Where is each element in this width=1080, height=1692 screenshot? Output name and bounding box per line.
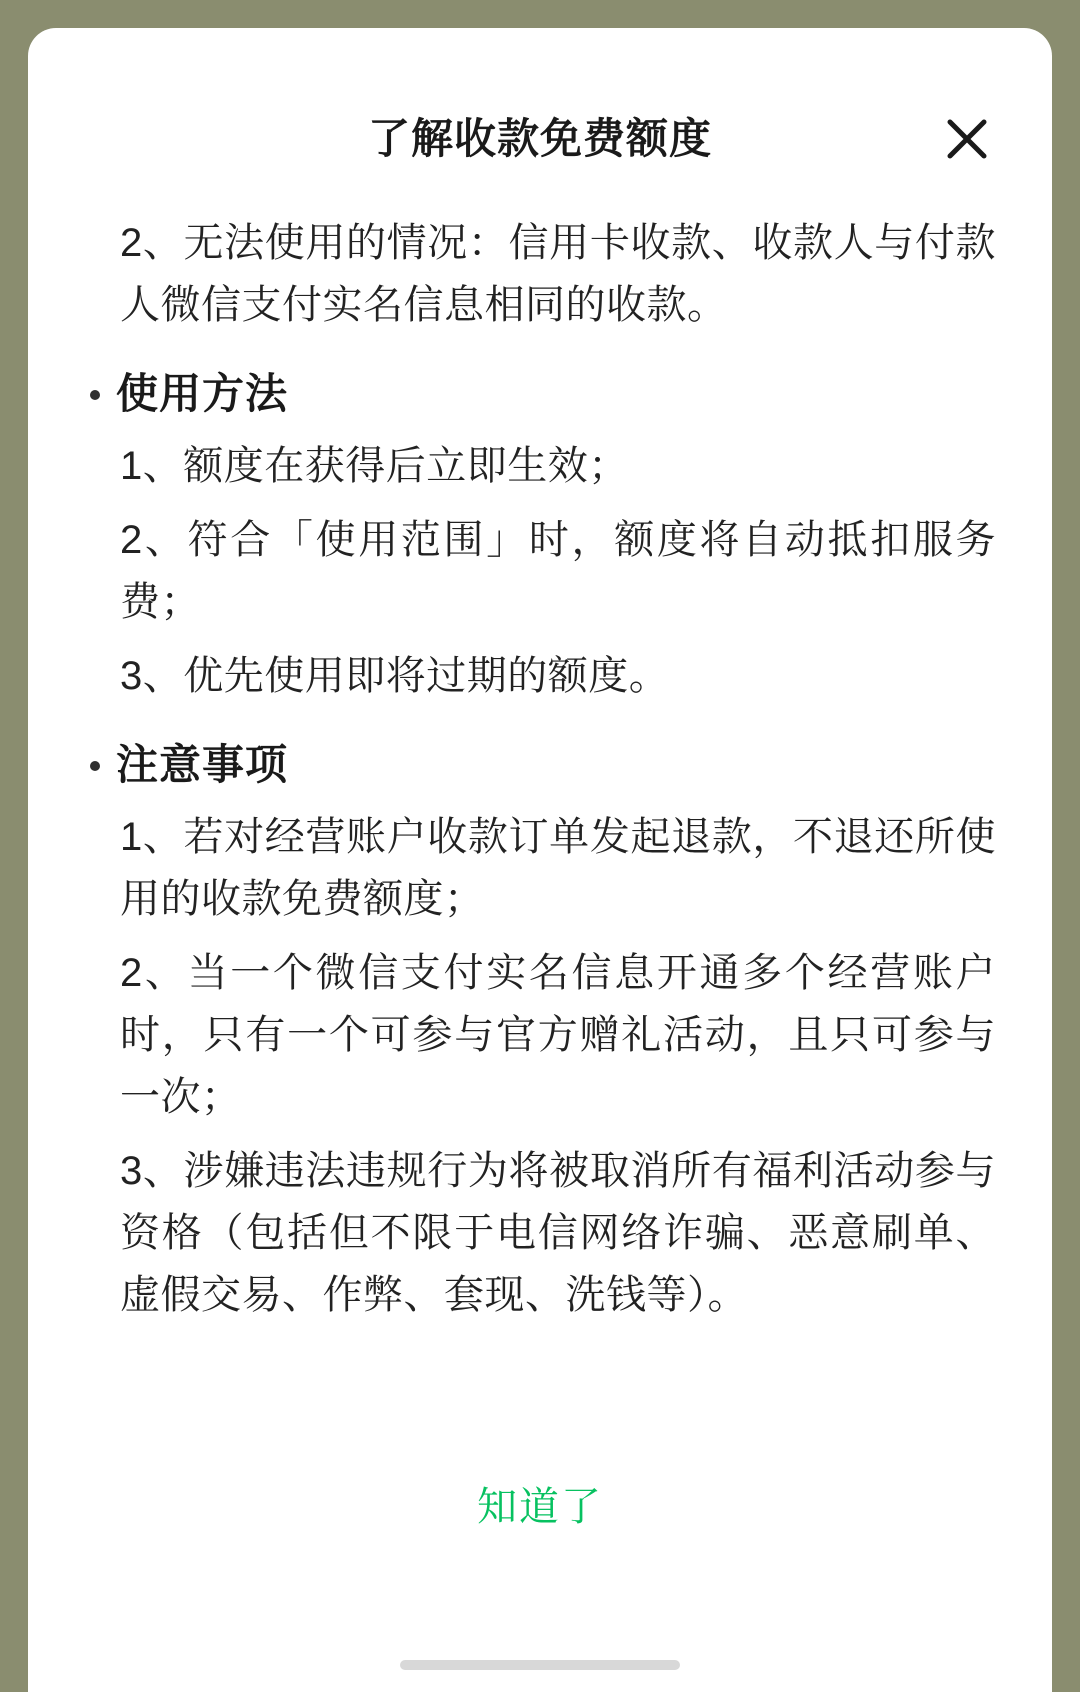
bullet-icon <box>90 761 100 771</box>
info-sheet <box>28 28 1052 1692</box>
list-item: 3、涉嫌违法违规行为将被取消所有福利活动参与资格（包括但不限于电信网络诈骗、恶意刷单、虚假交易、作弊、套现、洗钱等）。 <box>120 1149 996 1317</box>
section-header <box>84 362 996 425</box>
intro-item: 2、无法使用的情况：信用卡收款、收款人与付款人微信支付实名信息相同的收款。 <box>120 221 996 327</box>
list-item: 2、当一个微信支付实名信息开通多个经营账户时，只有一个可参与官方赠礼活动，且只可参与一次； <box>120 951 996 1119</box>
backdrop-overlay[interactable] <box>0 0 1080 30</box>
bullet-icon <box>90 390 100 400</box>
section-header <box>84 733 996 796</box>
section-title: 注意事项 <box>116 741 289 788</box>
sheet-header <box>28 28 1052 176</box>
close-icon[interactable] <box>944 116 990 162</box>
section-notices <box>84 733 996 1326</box>
confirm-button[interactable]: 知道了 <box>447 1465 633 1542</box>
list-item: 3、优先使用即将过期的额度。 <box>120 654 670 698</box>
home-indicator <box>400 1660 680 1670</box>
section-usage-method <box>84 362 996 707</box>
sheet-footer <box>28 1465 1052 1542</box>
list-item: 1、额度在获得后立即生效； <box>120 444 629 488</box>
list-item: 2、符合「使用范围」时，额度将自动抵扣服务费； <box>120 518 996 624</box>
list-item: 1、若对经营账户收款订单发起退款，不退还所使用的收款免费额度； <box>120 815 996 921</box>
section-title: 使用方法 <box>116 370 289 417</box>
page-title: 了解收款免费额度 <box>367 115 712 162</box>
sheet-content <box>28 176 1052 1326</box>
